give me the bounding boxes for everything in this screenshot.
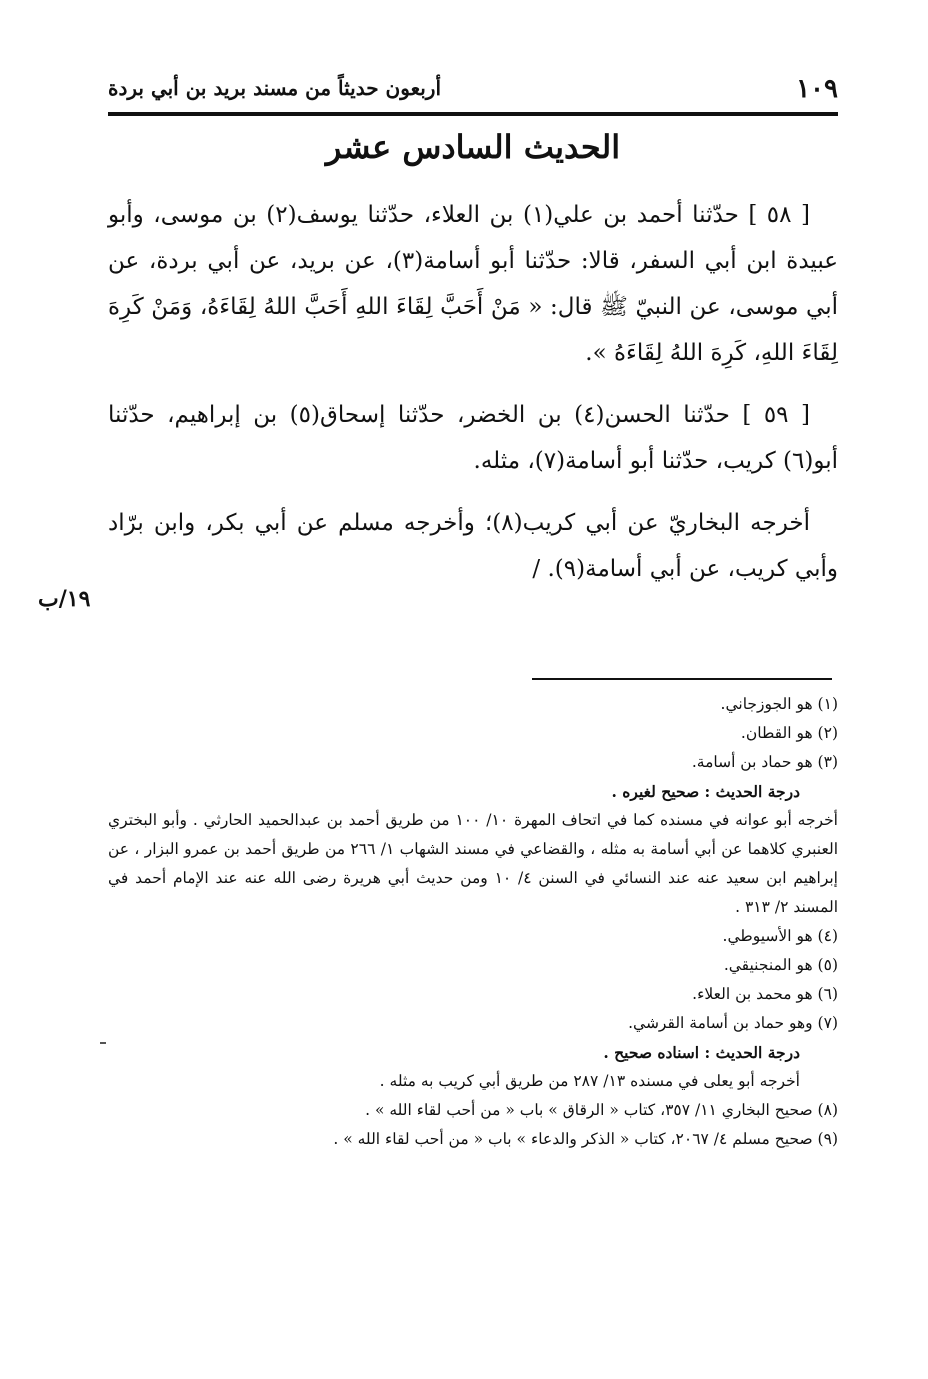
hadith-58-paragraph: [ ٥٨ ] حدّثنا أحمد بن علي(١) بن العلاء، حدّثنا يوسف(٢) بن موسى، وأبو عبيدة ابن أبي السفر، قالا: حدّثنا أبو أسامة(٣)، عن بريد، عن أبي بردة، عن أبي موسى، عن النبيّ ﷺ قال: « مَنْ أَحَبَّ لِقَاءَ اللهِ أَحَبَّ اللهُ لِقَاءَهُ، وَمَنْ كَرِهَ لِقَاءَ اللهِ، كَرِهَ اللهُ لِقَاءَهُ ». [108, 202, 839, 366]
footnote-2: (٢) هو القطان. [740, 724, 838, 742]
hadith-title: الحديث السادس عشر [325, 128, 621, 166]
page-number: ١٠٩ [796, 74, 838, 104]
footnote-4: (٤) هو الأسيوطي. [722, 927, 838, 945]
running-header [108, 68, 838, 116]
hadith-grade-1: درجة الحديث : صحيح لغيره . [611, 782, 800, 801]
hadith-59-paragraph: [ ٥٩ ] حدّثنا الحسن(٤) بن الخضر، حدّثنا إسحاق(٥) بن إبراهيم، حدّثنا أبو(٦) كريب، حدّثنا أبو أسامة(٧)، مثله. [108, 402, 838, 474]
footnote-6: (٦) هو محمد بن العلاء. [692, 985, 838, 1003]
hadith-grade-2: درجة الحديث : اسناده صحيح . [603, 1043, 800, 1062]
footnote-7: (٧) وهو حماد بن أسامة القرشي. [628, 1014, 838, 1032]
footnote-8: (٨) صحيح البخاري ١١/ ٣٥٧، كتاب « الرقاق » باب « من أحب لقاء الله » . [365, 1101, 838, 1119]
takhrij-paragraph: أخرجه البخاريّ عن أبي كريب(٨)؛ وأخرجه مسلم عن أبي بكر، وابن برّاد وأبي كريب، عن أبي أسامة(٩). / [108, 510, 838, 582]
running-title: أربعون حديثاً من مسند بريد بن أبي بردة [108, 76, 442, 100]
stray-ink-mark [100, 1042, 106, 1044]
footnote-3: (٣) هو حماد بن أسامة. [691, 753, 838, 771]
main-text [108, 192, 838, 608]
footnote-9: (٩) صحيح مسلم ٤/ ٢٠٦٧، كتاب « الذكر والدعاء » باب « من أحب لقاء الله » . [333, 1130, 838, 1148]
footnote-1: (١) هو الجوزجاني. [720, 695, 838, 713]
footnotes [108, 690, 838, 1154]
manuscript-folio-note: ١٩/ب [38, 586, 91, 612]
footnote-5: (٥) هو المنجنيقي. [723, 956, 838, 974]
footnote-takhrij-2: أخرجه أبو يعلى في مسنده ١٣/ ٢٨٧ من طريق أبي كريب به مثله . [379, 1072, 800, 1090]
footnote-separator [532, 678, 832, 680]
footnote-takhrij-1: أخرجه أبو عوانه في مسنده كما في اتحاف المهرة ١٠/ ١٠٠ من طريق أحمد بن عبدالحميد الحارثي . وأبو البختري العنبري كلاهما عن أبي أسامة به مثله ، والقضاعي في مسند الشهاب ١/ ٢٦٦ من طريق أحمد بن عمرو البزار ، عن إبراهيم ابن سعيد عنه عند النسائي في السنن ٤/ ١٠ ومن حديث أبي هريرة رضى الله عنه عند الإمام أحمد في المسند ٢/ ٣١٣ . [108, 811, 838, 916]
